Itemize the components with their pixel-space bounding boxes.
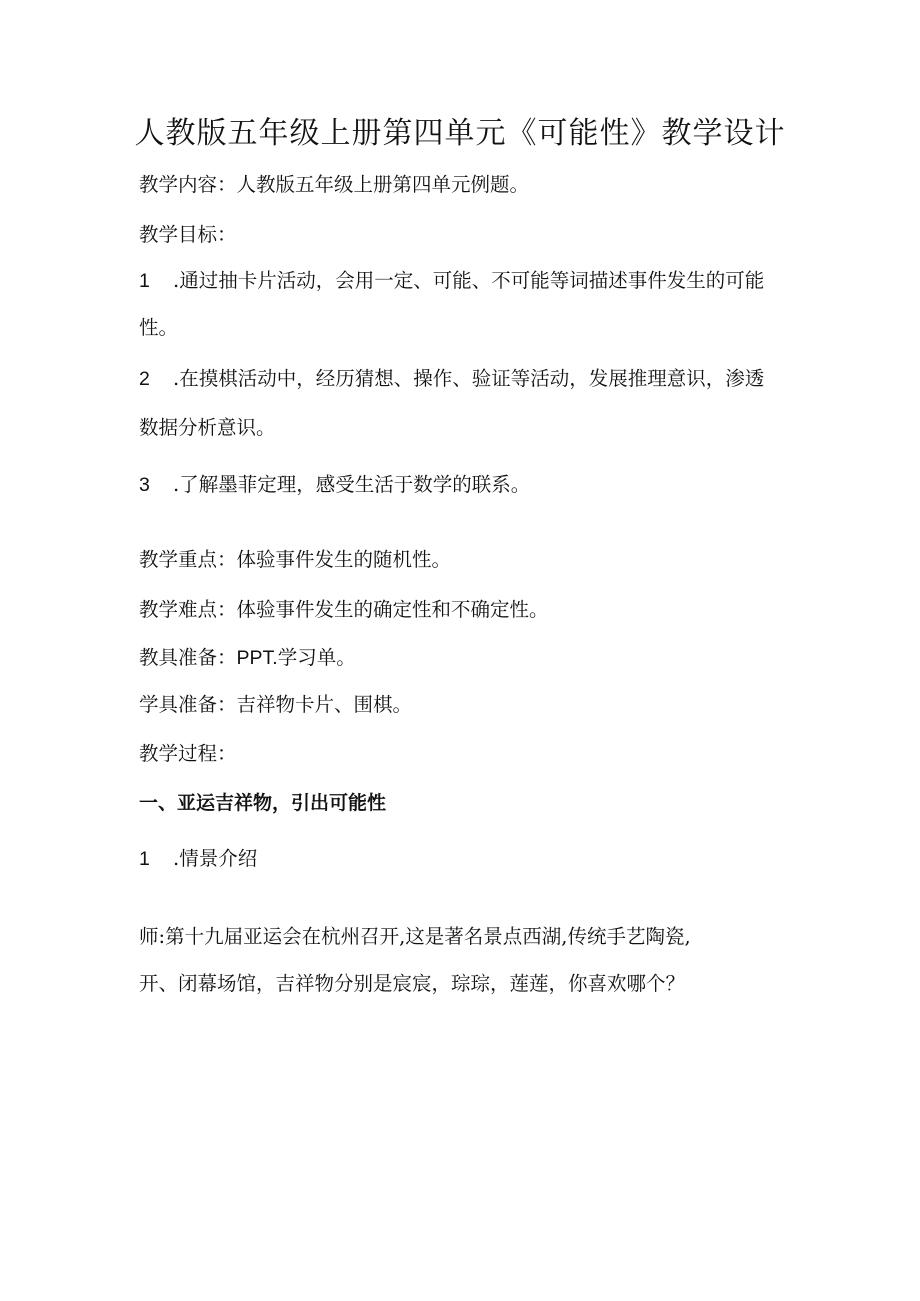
- document-title: 人教版五年级上册第四单元《可能性》教学设计: [134, 116, 786, 151]
- goal-2-line-2: 数据分析意识。: [139, 416, 276, 439]
- teacher-tools-rest: 学习单。: [277, 646, 356, 669]
- teacher-dialogue-line-2: 开、闭幕场馆，吉祥物分别是宸宸，琮琮，莲莲，你喜欢哪个？: [139, 972, 686, 995]
- subsection-1-number: 1: [139, 848, 150, 870]
- goal-3-line-1: [139, 470, 530, 500]
- teacher-tools-label: 教具准备：: [139, 646, 237, 669]
- section-1-heading: 一、亚运吉祥物，引出可能性: [139, 792, 387, 814]
- student-tools: 学具准备：吉祥物卡片、围棋。: [139, 693, 413, 716]
- teaching-goals-label: 教学目标：: [139, 223, 237, 246]
- goal-2-number: 2: [139, 368, 150, 390]
- goal-2-text: .在摸棋活动中，经历猜想、操作、验证等活动，发展推理意识，渗透: [173, 367, 765, 390]
- teacher-tools: [139, 643, 356, 673]
- difficult-point: 教学难点：体验事件发生的确定性和不确定性。: [139, 598, 549, 621]
- goal-2-line-1: [139, 364, 764, 394]
- goal-1-line-1: [139, 266, 764, 296]
- teaching-content: [139, 170, 529, 200]
- key-point: 教学重点：体验事件发生的随机性。: [139, 548, 452, 571]
- goal-1-text: .通过抽卡片活动，会用一定、可能、不可能等词描述事件发生的可能: [173, 269, 765, 292]
- teacher-dialogue-line-1: 师:第十九届亚运会在杭州召开,这是著名景点西湖,传统手艺陶瓷,: [139, 925, 691, 948]
- goal-3-text: .了解墨菲定理，感受生活于数学的联系。: [173, 473, 531, 496]
- goal-3-number: 3: [139, 474, 150, 496]
- goal-1-number: 1: [139, 270, 150, 292]
- subsection-1: [139, 844, 257, 874]
- teaching-content-label: 教学内容：: [139, 173, 237, 196]
- teaching-process-label: 教学过程：: [139, 742, 237, 765]
- goal-1-line-2: 性。: [139, 316, 179, 339]
- teaching-content-text: 人教版五年级上册第四单元例题。: [236, 173, 530, 196]
- subsection-1-text: .情景介绍: [173, 847, 258, 870]
- teacher-tools-ppt: PPT.: [236, 647, 278, 669]
